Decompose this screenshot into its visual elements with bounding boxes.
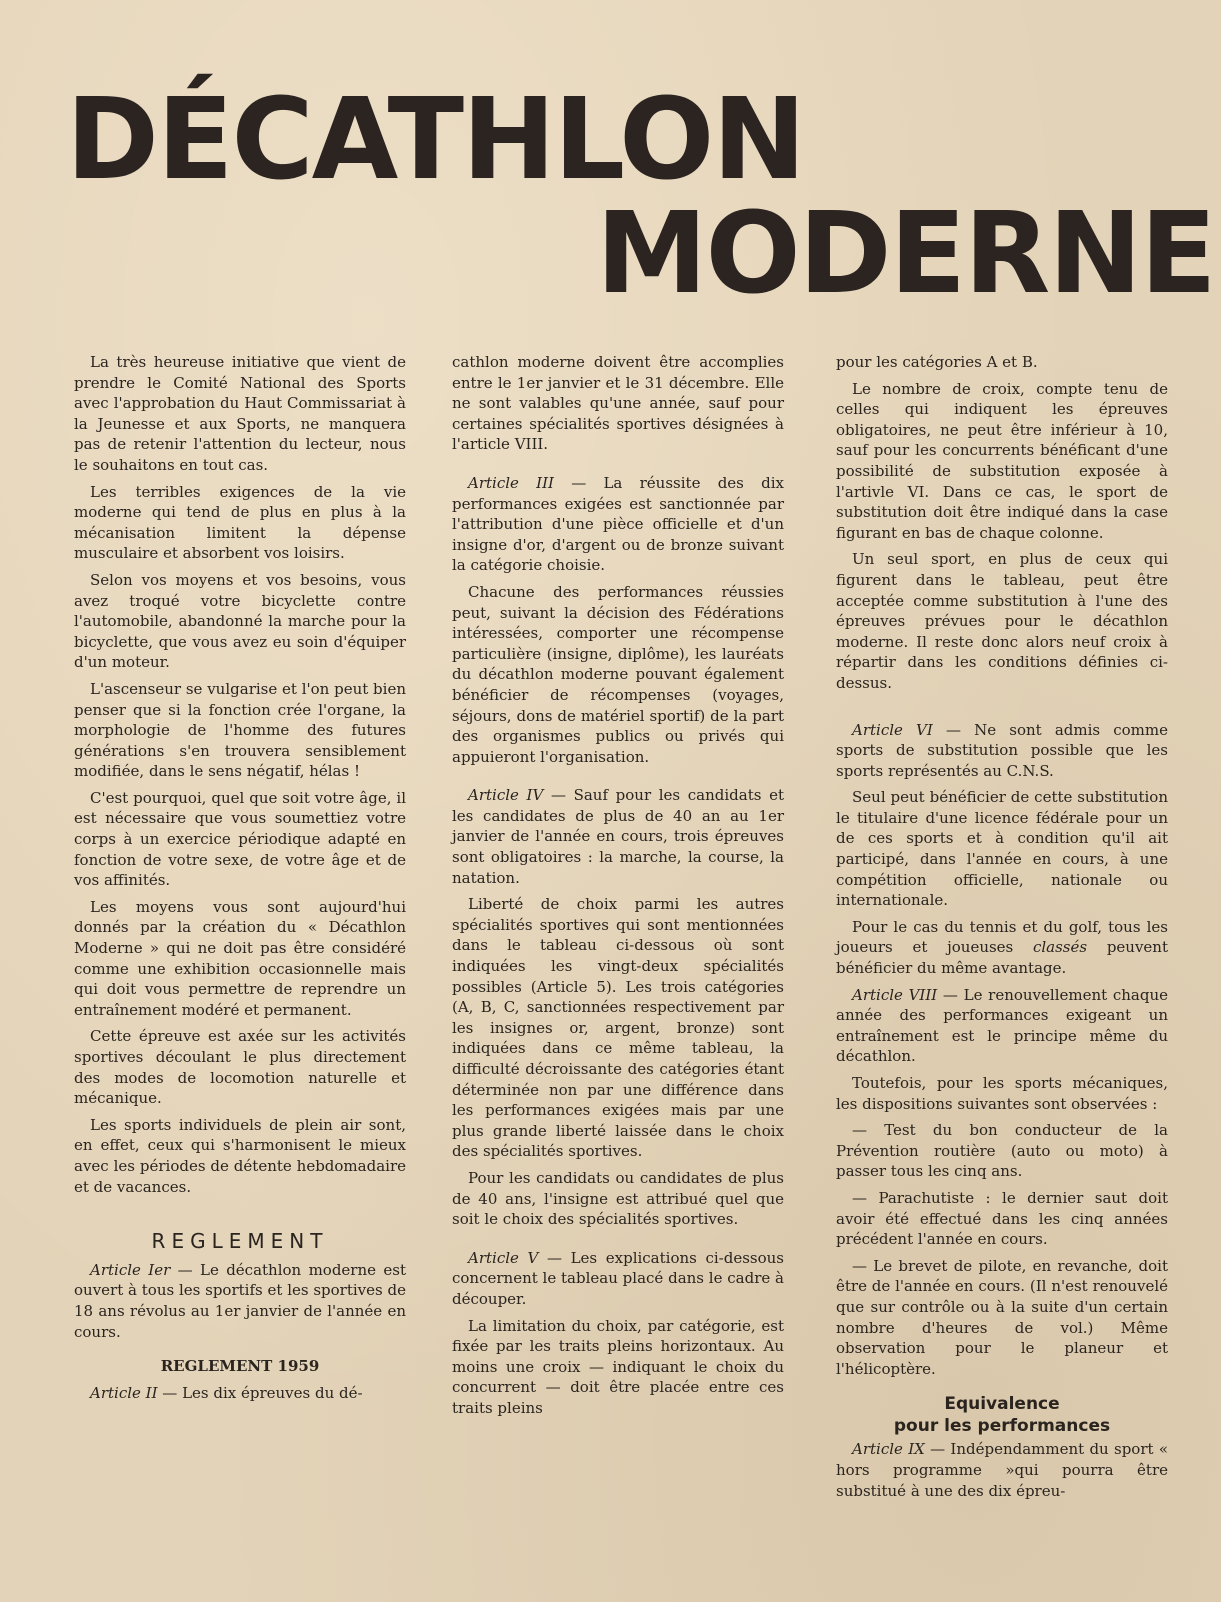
paragraph: Pour les candidats ou candidates de plus de 40 ans, l'insigne est attribué quel que soit le choix des spécialités sportives. bbox=[452, 1168, 784, 1229]
paragraph: Les sports individuels de plein air sont, en effet, ceux qui s'harmonisent le mieux avec les périodes de détente hebdomadaire et de vacances. bbox=[74, 1115, 406, 1196]
article-5 bbox=[452, 1248, 784, 1310]
equivalence-heading bbox=[836, 1393, 1168, 1437]
article-text: — Les explications ci-dessous concernent le tableau placé dans le cadre à découper. bbox=[452, 1248, 784, 1308]
title-line-1: DÉCATHLON bbox=[66, 75, 805, 205]
article-label: Article IV bbox=[468, 786, 544, 805]
article-4 bbox=[452, 785, 784, 888]
paragraph: C'est pourquoi, quel que soit votre âge, il est nécessaire que vous soumettiez votre corps à un exercice périodique adapté en fonction de votre sexe, de votre âge et de vos affinités. bbox=[74, 788, 406, 890]
equivalence-heading-line-1: Equivalence bbox=[944, 1394, 1060, 1415]
article-label: Article VI bbox=[852, 720, 933, 739]
title-line-2: MODERNE bbox=[596, 189, 1215, 319]
article-label: Article Ier bbox=[90, 1260, 171, 1279]
paragraph: Cette épreuve est axée sur les activités sportives découlant le plus directement des modes de locomotion naturelle et mécanique. bbox=[74, 1027, 406, 1108]
paragraph: pour les catégories A et B. bbox=[836, 353, 1038, 371]
article-text: — Les dix épreuves du dé- bbox=[157, 1383, 363, 1402]
paragraph: Liberté de choix parmi les autres spécialités sportives qui sont mentionnées dans le tableau ci-dessous où sont indiquées les vingt-deux spécialités possibles (Article 5). Les trois catégories (A, B, C, sanctionnées respectivement par les insignes or, argent, bronze) sont indiquées dans ce même tableau, la difficulté décroissante des catégories étant déterminée non par une différence dans les performances exigées mais par une plus grande liberté laissée dans le choix des spécialités sportives. bbox=[452, 895, 784, 1161]
article-text: — Le décathlon moderne est ouvert à tous les sportifs et les sportives de 18 ans révolus au 1er janvier de l'année en cours. bbox=[74, 1260, 406, 1341]
article-1 bbox=[74, 1260, 406, 1342]
paragraph: — Parachutiste : le dernier saut doit avoir été effectué dans les cinq années précédent l'année en cours. bbox=[836, 1188, 1168, 1249]
equivalence-heading-line-2: pour les performances bbox=[893, 1416, 1111, 1437]
paragraph: Les moyens vous sont aujourd'hui donnés par la création du « Décathlon Moderne » qui ne doit pas être considéré comme une exhibition occasionnelle mais qui doit vous permettre de reprendre un entraînement modéré et permanent. bbox=[74, 897, 406, 1019]
paragraph: La très heureuse initiative que vient de prendre le Comité National des Sports avec l'approbation du Haut Commissariat à la Jeunesse et aux Sports, ne manquera pas de retenir l'attention du lecteur, nous le souhaitons en tout cas. bbox=[74, 353, 406, 474]
paragraph: Toutefois, pour les sports mécaniques, les dispositions suivantes sont observées : bbox=[836, 1074, 1168, 1113]
article-8 bbox=[836, 985, 1168, 1067]
article-text: — Ne sont admis comme sports de substitution possible que les sports représentés au C.N.S. bbox=[836, 720, 1168, 780]
reglement-heading: REGLEMENT bbox=[151, 1229, 329, 1254]
article-label: Article VIII bbox=[852, 985, 938, 1004]
column-1 bbox=[74, 352, 406, 1409]
article-text: — Le renouvellement chaque année des performances exigeant un entraînement est le principe même du décathlon. bbox=[836, 985, 1168, 1066]
paragraph: L'ascenseur se vulgarise et l'on peut bien penser que si la fonction crée l'organe, la morphologie de l'homme des futures générations s'en trouvera sensiblement modifiée, dans le sens négatif, hélas ! bbox=[74, 679, 406, 781]
text-run: Pour le cas du tennis et du golf, tous les joueurs et joueuses bbox=[836, 917, 1168, 957]
paragraph: Un seul sport, en plus de ceux qui figurent dans le tableau, peut être acceptée comme substitution à l'une des épreuves prévues pour le décathlon moderne. Il reste donc alors neuf croix à répartir dans les conditions définies ci-dessus. bbox=[836, 550, 1168, 692]
paragraph: — Test du bon conducteur de la Prévention routière (auto ou moto) à passer tous les cinq ans. bbox=[836, 1121, 1168, 1181]
article-text: — Sauf pour les candidats et les candidates de plus de 40 an au 1er janvier de l'année en cours, trois épreuves sont obligatoires : la marche, la course, la natation. bbox=[452, 786, 784, 887]
article-label: Article II bbox=[90, 1383, 158, 1402]
paragraph: Selon vos moyens et vos besoins, vous avez troqué votre bicyclette contre l'automobile, abandonné la marche pour la bicyclette, que vous avez eu soin d'équiper d'un moteur. bbox=[74, 570, 406, 672]
paragraph: Le nombre de croix, compte tenu de celles qui indiquent les épreuves obligatoires, ne peut être inférieur à 10, sauf pour les concurrents bénéficant d'une possibilité de substitution exposée à l'artivle VI. Dans ce cas, le sport de substitution doit être indiqué dans la case figurant en bas de chaque colonne. bbox=[836, 379, 1168, 542]
text-run-italic: classés bbox=[1032, 938, 1088, 957]
paragraph: — Le brevet de pilote, en revanche, doit être de l'année en cours. (Il n'est renouvelé que sur contrôle ou à la suite d'un certain nombre d'heures de vol.) Même observation pour le planeur et l'hélicoptère. bbox=[836, 1256, 1168, 1378]
article-9 bbox=[836, 1439, 1168, 1501]
paragraph bbox=[836, 917, 1168, 979]
column-3 bbox=[836, 352, 1168, 1507]
article-label: Article V bbox=[468, 1248, 539, 1267]
article-text: — La réussite des dix performances exigées est sanctionnée par l'attribution d'une pièce officielle et d'un insigne d'or, d'argent ou de bronze suivant la catégorie choisie. bbox=[452, 473, 784, 575]
article-text: — Indépendamment du sport « hors programme »qui pourra être substitué à une des dix épreu- bbox=[836, 1440, 1169, 1500]
paragraph: La limitation du choix, par catégorie, est fixée par les traits pleins horizontaux. Au moins une croix — indiquant le choix du concurrent — doit être placée entre ces traits pleins bbox=[452, 1316, 784, 1417]
article-label: Article III bbox=[468, 473, 554, 492]
paragraph: cathlon moderne doivent être accomplies entre le 1er janvier et le 31 décembre. Elle ne sont valables qu'une année, sauf pour certaines spécialités sportives désignées à l'article VIII. bbox=[452, 353, 784, 454]
paragraph: Chacune des performances réussies peut, suivant la décision des Fédérations intéressées, comporter une récompense particulière (insigne, diplôme), les lauréats du décathlon moderne pouvant également bénéficier de récompenses (voyages, séjours, dons de matériel sportif) de la part des organismes publics ou privés qui appuieront l'organisation. bbox=[452, 582, 784, 766]
article-2 bbox=[74, 1383, 406, 1404]
article-6 bbox=[836, 720, 1168, 782]
reglement-1959-heading: REGLEMENT 1959 bbox=[160, 1357, 320, 1376]
article-label: Article IX bbox=[852, 1440, 925, 1459]
text-run: peuvent bénéficier du même avantage. bbox=[836, 938, 1168, 978]
paragraph: Seul peut bénéficier de cette substitution le titulaire d'une licence fédérale pour un de ces sports et à condition qu'il ait participé, dans l'année en cours, à une compétition officielle, nationale ou internationale. bbox=[836, 788, 1168, 910]
article-3 bbox=[452, 473, 784, 576]
paragraph: Les terribles exigences de la vie moderne qui tend de plus en plus à la mécanisation limitent la dépense musculaire et absorbent vos loisirs. bbox=[74, 482, 406, 563]
column-2 bbox=[452, 352, 784, 1425]
